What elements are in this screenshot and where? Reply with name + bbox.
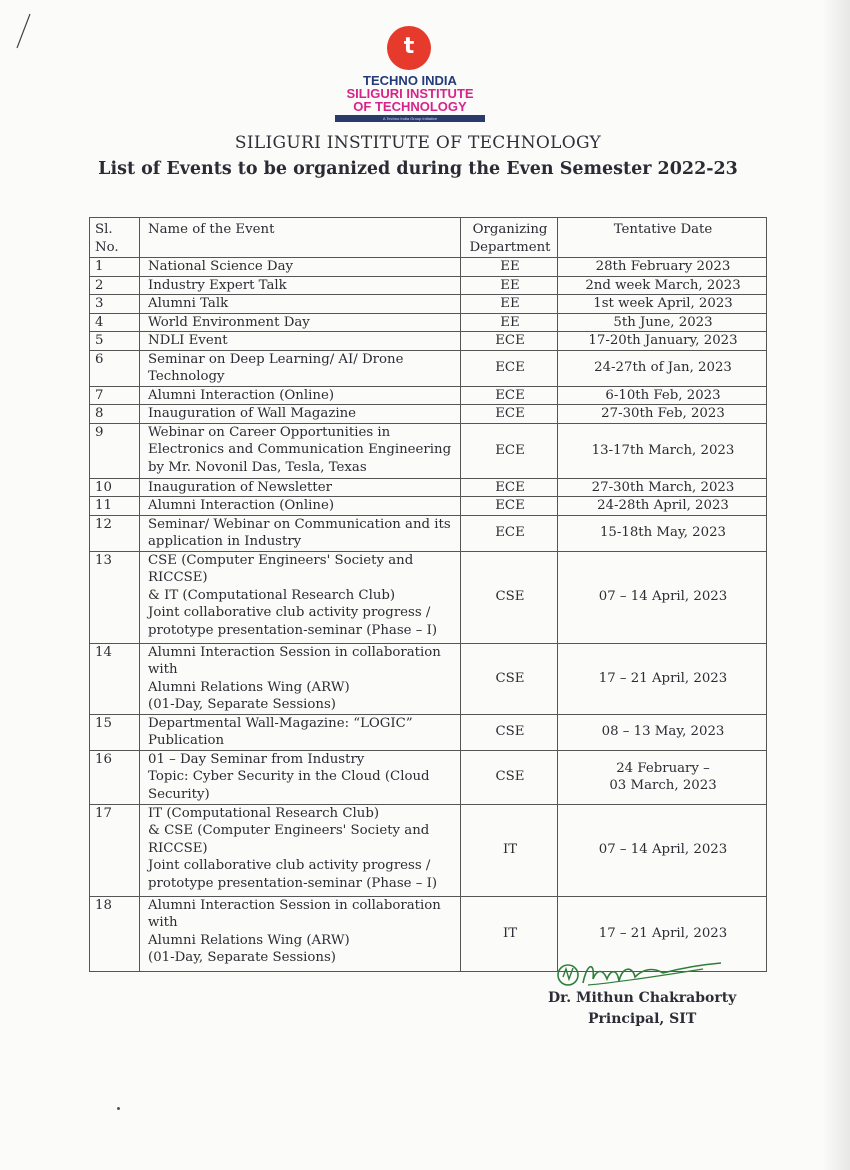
row-serial-no: 6 xyxy=(90,350,140,386)
event-name-line: Inauguration of Wall Magazine xyxy=(148,406,357,421)
date-line: 07 – 14 April, 2023 xyxy=(598,589,728,605)
row-department: ECE xyxy=(461,515,558,551)
table-row xyxy=(90,386,767,405)
row-department: CSE xyxy=(461,643,558,714)
row-tentative-date xyxy=(558,515,767,551)
event-name-line: IT (Computational Research Club) xyxy=(148,805,380,821)
event-name-line: Security) xyxy=(148,786,210,802)
row-serial-no: 8 xyxy=(90,405,140,424)
event-name-line: & IT (Computational Research Club) xyxy=(148,587,396,603)
event-name-line: Alumni Interaction Session in collaboration xyxy=(148,644,441,660)
event-name-line: Topic: Cyber Security in the Cloud (Cloud xyxy=(148,769,430,784)
date-line: 6-10th Feb, 2023 xyxy=(605,387,721,403)
row-department: ECE xyxy=(461,478,558,497)
event-name-line: & CSE (Computer Engineers' Society and xyxy=(148,823,430,838)
row-department: ECE xyxy=(461,497,558,516)
date-line: 1st week April, 2023 xyxy=(593,296,733,311)
event-name-line: by Mr. Novonil Das, Tesla, Texas xyxy=(148,459,367,475)
row-department: ECE xyxy=(461,386,558,405)
row-event-name xyxy=(140,276,461,295)
date-line: 27-30th Feb, 2023 xyxy=(601,406,725,421)
event-name-line: Inauguration of Newsletter xyxy=(148,479,332,495)
date-line: 27-30th March, 2023 xyxy=(591,479,735,495)
row-event-name xyxy=(140,478,461,497)
row-tentative-date xyxy=(558,497,767,516)
row-event-name xyxy=(140,405,461,424)
event-name-line: prototype presentation-seminar (Phase – I) xyxy=(148,622,438,638)
event-name-line: Electronics and Communication Engineering xyxy=(148,442,452,457)
events-table xyxy=(89,217,767,972)
date-line: 13-17th March, 2023 xyxy=(591,442,735,458)
table-row xyxy=(90,714,767,750)
date-line: 17 – 21 April, 2023 xyxy=(598,925,728,941)
row-serial-no: 14 xyxy=(90,643,140,714)
institute-logo xyxy=(330,26,490,126)
event-name-line: Departmental Wall-Magazine: “LOGIC” xyxy=(148,715,413,731)
row-serial-no: 13 xyxy=(90,551,140,643)
event-name-line: Webinar on Career Opportunities in xyxy=(148,424,391,440)
event-name-line: RICCSE) xyxy=(148,840,208,856)
scan-speck xyxy=(117,1107,120,1110)
date-line: 2nd week March, 2023 xyxy=(585,277,741,293)
row-serial-no: 2 xyxy=(90,276,140,295)
signatory-name: Dr. Mithun Chakraborty xyxy=(548,990,737,1006)
event-name-line: with xyxy=(148,915,178,930)
row-event-name xyxy=(140,386,461,405)
row-department: EE xyxy=(461,313,558,332)
logo-emblem-icon: t xyxy=(387,26,431,70)
row-serial-no: 12 xyxy=(90,515,140,551)
row-tentative-date xyxy=(558,551,767,643)
row-tentative-date xyxy=(558,714,767,750)
event-name-line: Alumni Interaction (Online) xyxy=(148,498,335,513)
date-line: 28th February 2023 xyxy=(595,259,731,274)
row-event-name xyxy=(140,295,461,314)
row-serial-no: 7 xyxy=(90,386,140,405)
table-header-row xyxy=(90,218,767,258)
row-serial-no: 15 xyxy=(90,714,140,750)
row-event-name xyxy=(140,313,461,332)
row-serial-no: 17 xyxy=(90,804,140,896)
row-event-name xyxy=(140,497,461,516)
table-row xyxy=(90,276,767,295)
row-serial-no: 3 xyxy=(90,295,140,314)
event-name-line: Seminar on Deep Learning/ AI/ Drone xyxy=(148,351,404,367)
event-name-line: Alumni Interaction Session in collaboration xyxy=(148,897,441,913)
row-tentative-date xyxy=(558,643,767,714)
event-name-line: Alumni Talk xyxy=(148,296,229,311)
row-event-name xyxy=(140,258,461,277)
document-title: List of Events to be organized during the Even Semester 2022-23 xyxy=(98,159,738,179)
row-tentative-date xyxy=(558,804,767,896)
event-name-line: Alumni Relations Wing (ARW) xyxy=(148,679,350,695)
row-tentative-date xyxy=(558,313,767,332)
row-event-name xyxy=(140,350,461,386)
row-event-name xyxy=(140,515,461,551)
date-line: 17-20th January, 2023 xyxy=(588,333,738,348)
table-row xyxy=(90,750,767,804)
table-row xyxy=(90,643,767,714)
row-department: ECE xyxy=(461,332,558,351)
row-tentative-date xyxy=(558,423,767,478)
date-line: 24-27th of Jan, 2023 xyxy=(594,360,732,376)
event-name-line: Publication xyxy=(148,733,225,748)
logo-line-1: TECHNO INDIA xyxy=(363,73,457,88)
event-name-line: Alumni Interaction (Online) xyxy=(148,387,335,403)
row-serial-no: 18 xyxy=(90,896,140,971)
event-name-line: Joint collaborative club activity progress / xyxy=(148,858,431,873)
row-department: EE xyxy=(461,295,558,314)
row-event-name xyxy=(140,643,461,714)
row-event-name xyxy=(140,896,461,971)
table-row xyxy=(90,515,767,551)
header-serial-no: Sl. No. xyxy=(90,218,140,258)
event-name-line: prototype presentation-seminar (Phase – I) xyxy=(148,875,438,891)
signatory-position: Principal, SIT xyxy=(588,1011,697,1027)
header-tentative-date: Tentative Date xyxy=(558,218,767,258)
row-event-name xyxy=(140,714,461,750)
event-name-line: World Environment Day xyxy=(148,314,310,330)
row-event-name xyxy=(140,750,461,804)
row-serial-no: 11 xyxy=(90,497,140,516)
row-tentative-date xyxy=(558,386,767,405)
row-department: CSE xyxy=(461,714,558,750)
row-event-name xyxy=(140,551,461,643)
signatory-block xyxy=(548,988,738,1030)
event-name-line: Alumni Relations Wing (ARW) xyxy=(148,932,350,948)
date-line: 03 March, 2023 xyxy=(609,778,717,793)
date-line: 5th June, 2023 xyxy=(613,314,713,330)
date-line: 15-18th May, 2023 xyxy=(599,525,727,541)
row-tentative-date xyxy=(558,258,767,277)
event-name-line: application in Industry xyxy=(148,534,302,549)
row-tentative-date xyxy=(558,332,767,351)
table-row xyxy=(90,497,767,516)
row-serial-no: 16 xyxy=(90,750,140,804)
row-serial-no: 1 xyxy=(90,258,140,277)
row-event-name xyxy=(140,423,461,478)
row-department: CSE xyxy=(461,750,558,804)
row-tentative-date xyxy=(558,478,767,497)
table-row xyxy=(90,405,767,424)
pen-stroke-mark xyxy=(12,12,32,52)
event-name-line: 01 – Day Seminar from Industry xyxy=(148,751,365,767)
event-name-line: (01-Day, Separate Sessions) xyxy=(148,697,336,712)
event-name-line: Technology xyxy=(148,369,225,384)
table-row xyxy=(90,295,767,314)
row-department: IT xyxy=(461,804,558,896)
row-tentative-date xyxy=(558,276,767,295)
table-row xyxy=(90,423,767,478)
row-department: ECE xyxy=(461,350,558,386)
logo-tagline: A Techno India Group Initiative xyxy=(382,116,438,121)
row-serial-no: 5 xyxy=(90,332,140,351)
table-row xyxy=(90,804,767,896)
table-row xyxy=(90,350,767,386)
row-tentative-date xyxy=(558,750,767,804)
date-line: 24 February – xyxy=(616,760,710,776)
header-event-name: Name of the Event xyxy=(140,218,461,258)
table-row xyxy=(90,478,767,497)
row-department: ECE xyxy=(461,423,558,478)
table-row xyxy=(90,551,767,643)
header-department: Organizing Department xyxy=(461,218,558,258)
row-event-name xyxy=(140,332,461,351)
row-serial-no: 4 xyxy=(90,313,140,332)
event-name-line: Joint collaborative club activity progress / xyxy=(148,605,431,620)
event-name-line: NDLI Event xyxy=(148,333,228,348)
event-name-line: (01-Day, Separate Sessions) xyxy=(148,950,336,965)
event-name-line: Industry Expert Talk xyxy=(148,277,287,293)
row-department: EE xyxy=(461,276,558,295)
date-line: 08 – 13 May, 2023 xyxy=(601,724,725,740)
events-table-body xyxy=(90,258,767,972)
date-line: 17 – 21 April, 2023 xyxy=(598,670,728,686)
logo-line-3: OF TECHNOLOGY xyxy=(353,99,467,114)
date-line: 07 – 14 April, 2023 xyxy=(598,842,728,858)
event-name-line: with xyxy=(148,662,178,677)
row-department: ECE xyxy=(461,405,558,424)
date-line: 24-28th April, 2023 xyxy=(597,498,729,513)
row-serial-no: 10 xyxy=(90,478,140,497)
row-serial-no: 9 xyxy=(90,423,140,478)
row-department: CSE xyxy=(461,551,558,643)
event-name-line: CSE (Computer Engineers' Society and xyxy=(148,552,414,568)
row-event-name xyxy=(140,804,461,896)
event-name-line: Seminar/ Webinar on Communication and its xyxy=(148,516,451,532)
table-row xyxy=(90,313,767,332)
event-name-line: National Science Day xyxy=(148,259,294,274)
table-row xyxy=(90,258,767,277)
event-name-line: RICCSE) xyxy=(148,570,208,585)
row-tentative-date xyxy=(558,350,767,386)
row-tentative-date xyxy=(558,295,767,314)
logo-line-2: SILIGURI INSTITUTE xyxy=(346,86,474,101)
table-row xyxy=(90,332,767,351)
row-department: IT xyxy=(461,896,558,971)
row-department: EE xyxy=(461,258,558,277)
institute-name: SILIGURI INSTITUTE OF TECHNOLOGY xyxy=(234,133,602,153)
row-tentative-date xyxy=(558,405,767,424)
